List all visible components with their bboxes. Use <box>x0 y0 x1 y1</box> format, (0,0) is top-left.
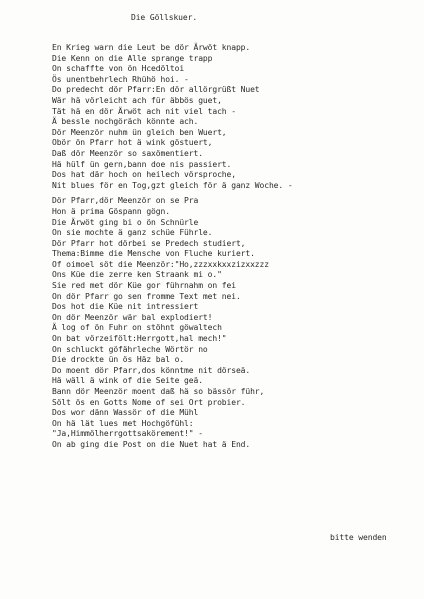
poem-line: On schluckt göfährleche Wörtör no <box>52 344 208 354</box>
poem-line: Bann dör Meenzör moent daß hä so bässör führ, <box>52 387 265 396</box>
poem-line: Dos hot die Küe nit intressiert <box>52 302 199 312</box>
poem-line: Nit blues för en Tog,gzt gleich för ä ganz Woche. - <box>52 180 293 190</box>
stanza-2 <box>52 196 420 450</box>
poem-line: Dör Pfarr hot dörbei se Predech studiert, <box>52 238 246 248</box>
poem-line: Die Kenn on die Alle sprange trapp <box>52 53 213 63</box>
poem-line: Of oimoel söt die Meenzör:"Ho,zzzxxkxxzizxxzzz <box>52 259 269 269</box>
poem-line: Do predecht dör Pfarr:En dör allörgrüßt Nuet <box>52 85 260 95</box>
poem-line: Hä hülf ün gern,bann doe nis passiert. <box>52 159 232 169</box>
poem-line: Ä bessle nochgöräch könnte ach. <box>52 117 199 127</box>
poem-line: Ös unentbehrlech Rhühö hoi. - <box>52 74 189 84</box>
poem-line: Sie red met dör Küe gor führnahm on fei <box>52 281 236 291</box>
poem-line: En Krieg warn die Leut be dör Ärwöt knapp. <box>52 43 251 52</box>
poem-line: Die Ärwöt ging bi o ön Schnürle <box>52 217 199 227</box>
page-turn-note: bitte wenden <box>330 533 387 542</box>
poem-line: Dör Meenzör nuhm ün gleich ben Wuert, <box>52 127 227 137</box>
poem-line: Thema:Bimme die Mensche von Fluche kuriert. <box>52 249 255 259</box>
poem-line: On bat vörzeifölt:Herrgott,hal mech!" <box>52 334 227 344</box>
poem-line: Do moent dör Pfarr,dos könntme nit dörseä. <box>52 365 251 375</box>
poem-line: On dör Pfarr go sen fromme Text met nei. <box>52 291 241 301</box>
poem-line: Ons Küe die zerre ken Straank mi o." <box>52 270 222 280</box>
poem-line: On dör Meenzör wär bal explodiert! <box>52 312 213 322</box>
poem-line: On ab ging die Post on die Nuet hat ä End. <box>52 439 251 449</box>
stanza-1 <box>52 43 420 191</box>
poem-body <box>52 43 420 451</box>
poem-line: On schaffte von ön Hcedöltoi <box>52 64 185 74</box>
poem-line: Dör Pfarr,dör Meenzör on se Pra <box>52 196 199 206</box>
poem-line: Ä log of ön Fuhr on stöhnt göwaltech <box>52 323 222 333</box>
document-title: Die Göllskuer. <box>131 13 198 22</box>
poem-line: On hä lät lues met Hochgöfühl: <box>52 418 194 428</box>
poem-line: Wär hä vörleicht ach für äbbös guet, <box>52 95 222 105</box>
poem-line: Dos hat där hoch on heilech vörsproche, <box>52 170 236 180</box>
poem-line: Daß dör Meenzör so saxömentiert. <box>52 148 203 158</box>
poem-line: Hä wäll ä wink of die Seite geä. <box>52 376 203 386</box>
poem-line: "Ja,Himmölherrgottsakörement!" - <box>52 429 203 439</box>
poem-line: Die drockte ün ös Häz bal o. <box>52 355 185 365</box>
poem-line: Hon ä prima Göspann gögn. <box>52 206 170 216</box>
poem-line: Dos wor dänn Wassör of die Mühl <box>52 408 199 418</box>
poem-line: On sie mochte ä ganz schüe Führle. <box>52 228 213 238</box>
poem-line: Sölt ös en Gotts Nome of sei Ort probier. <box>52 397 246 407</box>
poem-line: Obör ön Pfarr hot ä wink göstuert, <box>52 138 213 148</box>
poem-line: Tät hä en dör Ärwöt ach nit viel tach - <box>52 106 236 116</box>
